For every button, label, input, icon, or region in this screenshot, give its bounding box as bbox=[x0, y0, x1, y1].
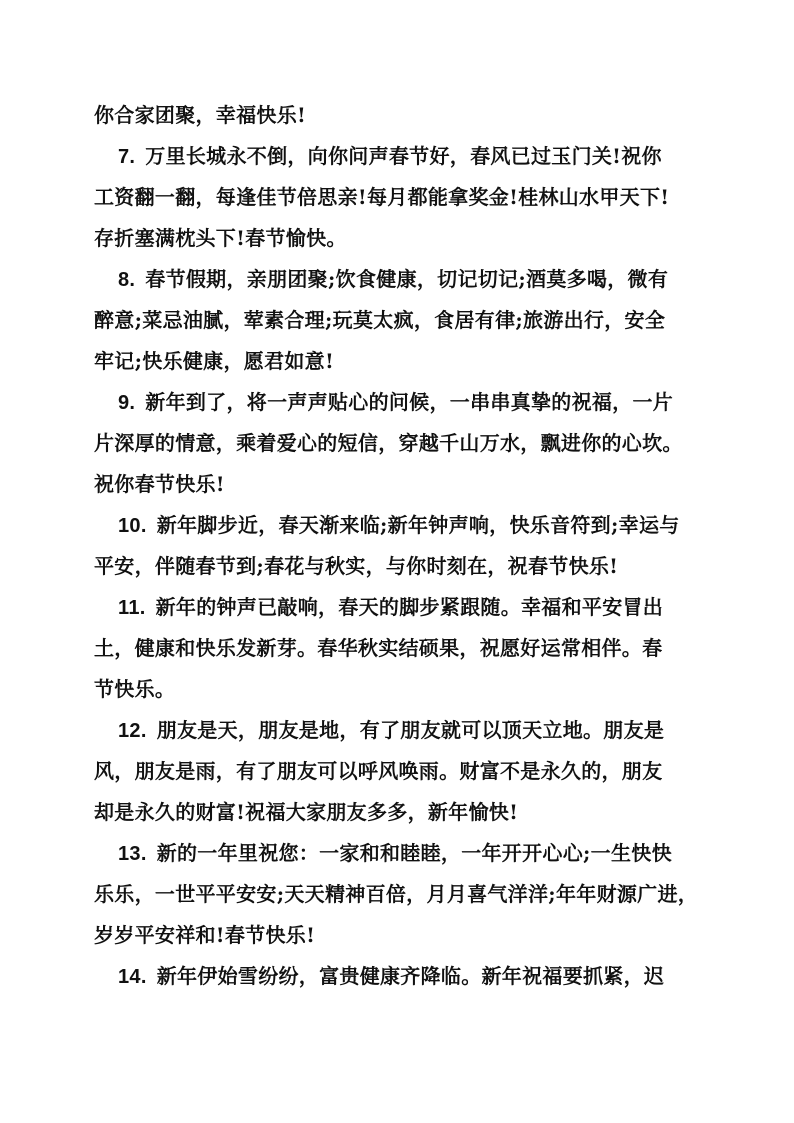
line-text: 风，朋友是雨，有了朋友可以呼风唤雨。财富不是永久的，朋友 bbox=[94, 759, 663, 783]
line-text: 存折塞满枕头下!春节愉快。 bbox=[94, 226, 347, 250]
line-text: 平安，伴随春节到;春花与秋实，与你时刻在，祝春节快乐! bbox=[94, 554, 619, 578]
text-line bbox=[94, 961, 706, 1002]
item-number: 14. bbox=[118, 966, 147, 988]
item-number: 13. bbox=[118, 843, 147, 865]
line-text: 朋友是天，朋友是地，有了朋友就可以顶天立地。朋友是 bbox=[156, 718, 665, 742]
item-number: 12. bbox=[118, 720, 147, 742]
text-line bbox=[94, 674, 706, 715]
text-line bbox=[94, 592, 706, 633]
line-text: 万里长城永不倒，向你问声春节好，春风已过玉门关!祝你 bbox=[145, 144, 662, 168]
line-text: 春节假期，亲朋团聚;饮食健康，切记切记;酒莫多喝，微有 bbox=[145, 267, 669, 291]
text-line bbox=[94, 879, 706, 920]
item-number: 10. bbox=[118, 515, 147, 537]
item-number: 9. bbox=[118, 392, 136, 414]
text-line bbox=[94, 920, 706, 961]
item-number: 7. bbox=[118, 146, 136, 168]
text-line bbox=[94, 346, 706, 387]
text-line bbox=[94, 510, 706, 551]
line-text: 土，健康和快乐发新芽。春华秋实结硕果，祝愿好运常相伴。春 bbox=[94, 636, 663, 660]
line-text: 却是永久的财富!祝福大家朋友多多，新年愉快! bbox=[94, 800, 519, 824]
line-text: 新的一年里祝您：一家和和睦睦，一年开开心心;一生快快 bbox=[156, 841, 672, 865]
text-line bbox=[94, 428, 706, 469]
line-text: 醉意;菜忌油腻，荤素合理;玩莫太疯，食居有律;旅游出行，安全 bbox=[94, 308, 666, 332]
text-line bbox=[94, 100, 706, 141]
line-text: 节快乐。 bbox=[94, 677, 176, 701]
line-text: 片深厚的情意，乘着爱心的短信，穿越千山万水，飘进你的心坎。 bbox=[94, 431, 683, 455]
line-text: 岁岁平安祥和!春节快乐! bbox=[94, 923, 316, 947]
text-line bbox=[94, 838, 706, 879]
text-line bbox=[94, 756, 706, 797]
line-text: 乐乐，一世平平安安;天天精神百倍，月月喜气洋洋;年年财源广进， bbox=[94, 882, 699, 906]
line-text: 新年的钟声已敲响，春天的脚步紧跟随。幸福和平安冒出 bbox=[155, 595, 664, 619]
text-line bbox=[94, 305, 706, 346]
text-line bbox=[94, 141, 706, 182]
line-text: 新年脚步近，春天渐来临;新年钟声响，快乐音符到;幸运与 bbox=[156, 513, 680, 537]
text-line bbox=[94, 182, 706, 223]
text-line bbox=[94, 797, 706, 838]
line-text: 牢记;快乐健康，愿君如意! bbox=[94, 349, 335, 373]
text-line bbox=[94, 223, 706, 264]
text-line bbox=[94, 633, 706, 674]
line-text: 你合家团聚，幸福快乐! bbox=[94, 103, 307, 127]
text-line bbox=[94, 551, 706, 592]
item-number: 8. bbox=[118, 269, 136, 291]
text-line bbox=[94, 469, 706, 510]
line-text: 祝你春节快乐! bbox=[94, 472, 225, 496]
item-number: 11. bbox=[118, 597, 146, 619]
document-body bbox=[94, 100, 706, 1002]
text-line bbox=[94, 715, 706, 756]
line-text: 工资翻一翻，每逢佳节倍思亲!每月都能拿奖金!桂林山水甲天下! bbox=[94, 185, 670, 209]
text-line bbox=[94, 264, 706, 305]
line-text: 新年到了，将一声声贴心的问候，一串串真挚的祝福，一片 bbox=[145, 390, 674, 414]
line-text: 新年伊始雪纷纷，富贵健康齐降临。新年祝福要抓紧，迟 bbox=[156, 964, 665, 988]
text-line bbox=[94, 387, 706, 428]
